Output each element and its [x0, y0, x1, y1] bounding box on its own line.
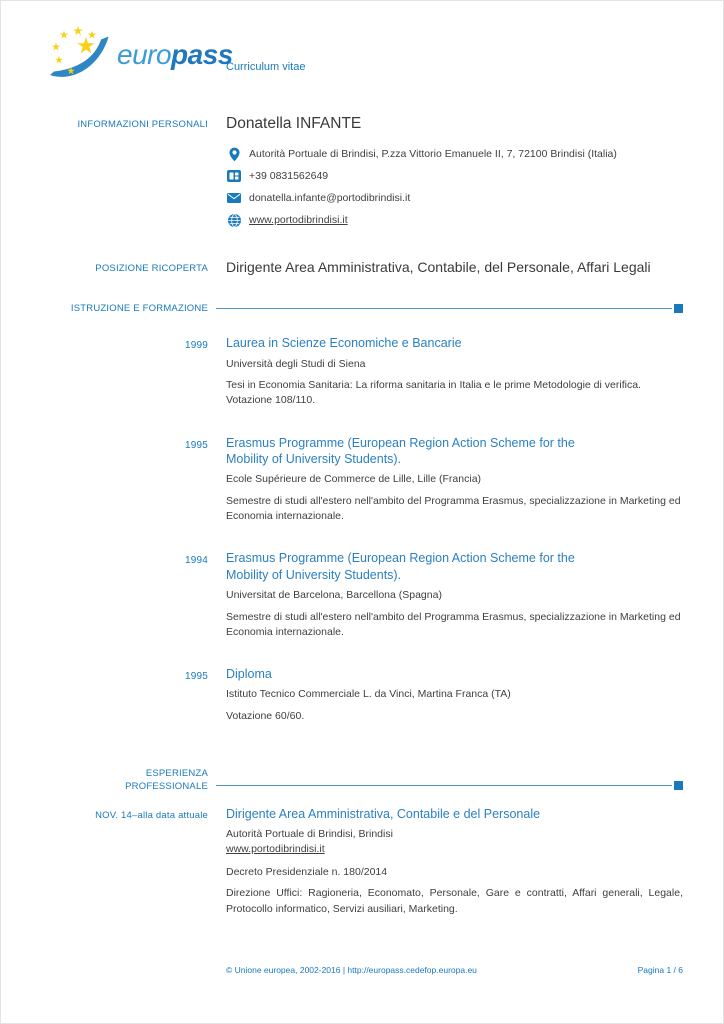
entry-description: Semestre di studi all'estero nell'ambito del Programma Erasmus, specializzazione in Marketing ed Economia internazionale.	[226, 494, 681, 523]
entry-title: Diploma	[226, 666, 272, 681]
entry-title: Erasmus Programme (European Region Action Scheme for the Mobility of University Students).	[226, 435, 575, 466]
education-entry	[1, 335, 723, 408]
education-entry	[1, 435, 723, 525]
education-entry	[1, 666, 723, 724]
entry-title: Laurea in Scienze Economiche e Bancarie	[226, 336, 462, 351]
entry-period: NOV. 14–alla data attuale	[95, 809, 208, 821]
page-footer	[226, 965, 683, 975]
entry-institution: Università degli Studi di Siena	[226, 357, 366, 370]
document-subtitle: Curriculum vitae	[226, 61, 306, 73]
section-divider	[216, 304, 683, 313]
contact-website-row	[226, 209, 683, 231]
footer-copyright: © Unione europea, 2002-2016 | http://europass.cedefop.europa.eu	[226, 965, 477, 975]
globe-icon	[226, 214, 242, 227]
position-value: Dirigente Area Amministrativa, Contabile, del Personale, Affari Legali	[226, 259, 651, 275]
entry-title: Erasmus Programme (European Region Action Scheme for the Mobility of University Students).	[226, 551, 575, 582]
contact-address-row	[226, 143, 683, 165]
entry-organization: Autorità Portuale di Brindisi, Brindisi	[226, 827, 393, 840]
contact-email-row	[226, 187, 683, 209]
page-header	[1, 1, 723, 103]
entry-period: 1999	[184, 340, 208, 352]
section-divider	[216, 781, 683, 790]
entry-institution: Istituto Tecnico Commerciale L. da Vinci, Martina Franca (TA)	[226, 688, 511, 701]
entry-title: Dirigente Area Amministrativa, Contabile e del Personale	[226, 806, 541, 821]
phone-text: +39 0831562649	[249, 170, 329, 182]
logo-euro-text: euro	[117, 39, 172, 70]
entry-period: 1994	[184, 555, 208, 567]
entry-institution: Universitat de Barcelona, Barcellona (Spagna)	[226, 588, 442, 601]
europass-stars-icon	[45, 25, 113, 83]
divider-square	[674, 781, 683, 790]
personal-info-label: INFORMAZIONI PERSONALI	[77, 119, 208, 130]
europass-wordmark	[117, 39, 233, 71]
logo-pass-text: pass	[171, 39, 233, 70]
entry-period: 1995	[184, 439, 208, 451]
divider-line	[216, 308, 672, 309]
entry-institution: Ecole Supérieure de Commerce de Lille, Lille (Francia)	[226, 473, 482, 486]
personal-website-link[interactable]: www.portodibrindisi.it	[249, 214, 348, 226]
entry-description: Direzione Uffici: Ragioneria, Economato, Personale, Gare e contratti, Affari generali, Legale, Protocollo informatico, Servizi ausiliari, Marketing.	[226, 887, 683, 915]
footer-page-number: Pagina 1 / 6	[637, 965, 683, 975]
phone-icon	[226, 170, 242, 182]
entry-description: Semestre di studi all'estero nell'ambito del Programma Erasmus, specializzazione in Marketing ed Economia internazionale.	[226, 610, 681, 638]
person-name: Donatella INFANTE	[226, 115, 362, 132]
location-pin-icon	[226, 147, 242, 162]
section-education-header	[1, 303, 723, 316]
position-label: POSIZIONE RICOPERTA	[95, 263, 208, 274]
email-text: donatella.infante@portodibrindisi.it	[249, 192, 411, 204]
contact-list	[226, 143, 683, 231]
entry-period: 1995	[184, 670, 208, 682]
education-entry	[1, 550, 723, 640]
divider-square	[674, 304, 683, 313]
education-label: ISTRUZIONE E FORMAZIONE	[70, 302, 208, 314]
divider-line	[216, 785, 672, 786]
experience-entry	[1, 806, 723, 917]
experience-label: ESPERIENZA PROFESSIONALE	[125, 768, 208, 792]
entry-decree: Decreto Presidenziale n. 180/2014	[226, 866, 388, 879]
contact-phone-row	[226, 165, 683, 187]
address-text: Autorità Portuale di Brindisi, P.zza Vittorio Emanuele II, 7, 72100 Brindisi (Italia)	[249, 148, 617, 160]
entry-description: Votazione 60/60.	[226, 709, 305, 722]
section-experience-header	[1, 768, 723, 794]
envelope-icon	[226, 193, 242, 203]
entry-description: Tesi in Economia Sanitaria: La riforma sanitaria in Italia e le prime Metodologie di verifica. Votazione 108/110.	[226, 379, 641, 407]
europass-logo	[45, 25, 233, 83]
experience-website-link[interactable]: www.portodibrindisi.it	[226, 842, 325, 855]
section-personal-info	[1, 115, 723, 231]
section-position	[1, 259, 723, 277]
